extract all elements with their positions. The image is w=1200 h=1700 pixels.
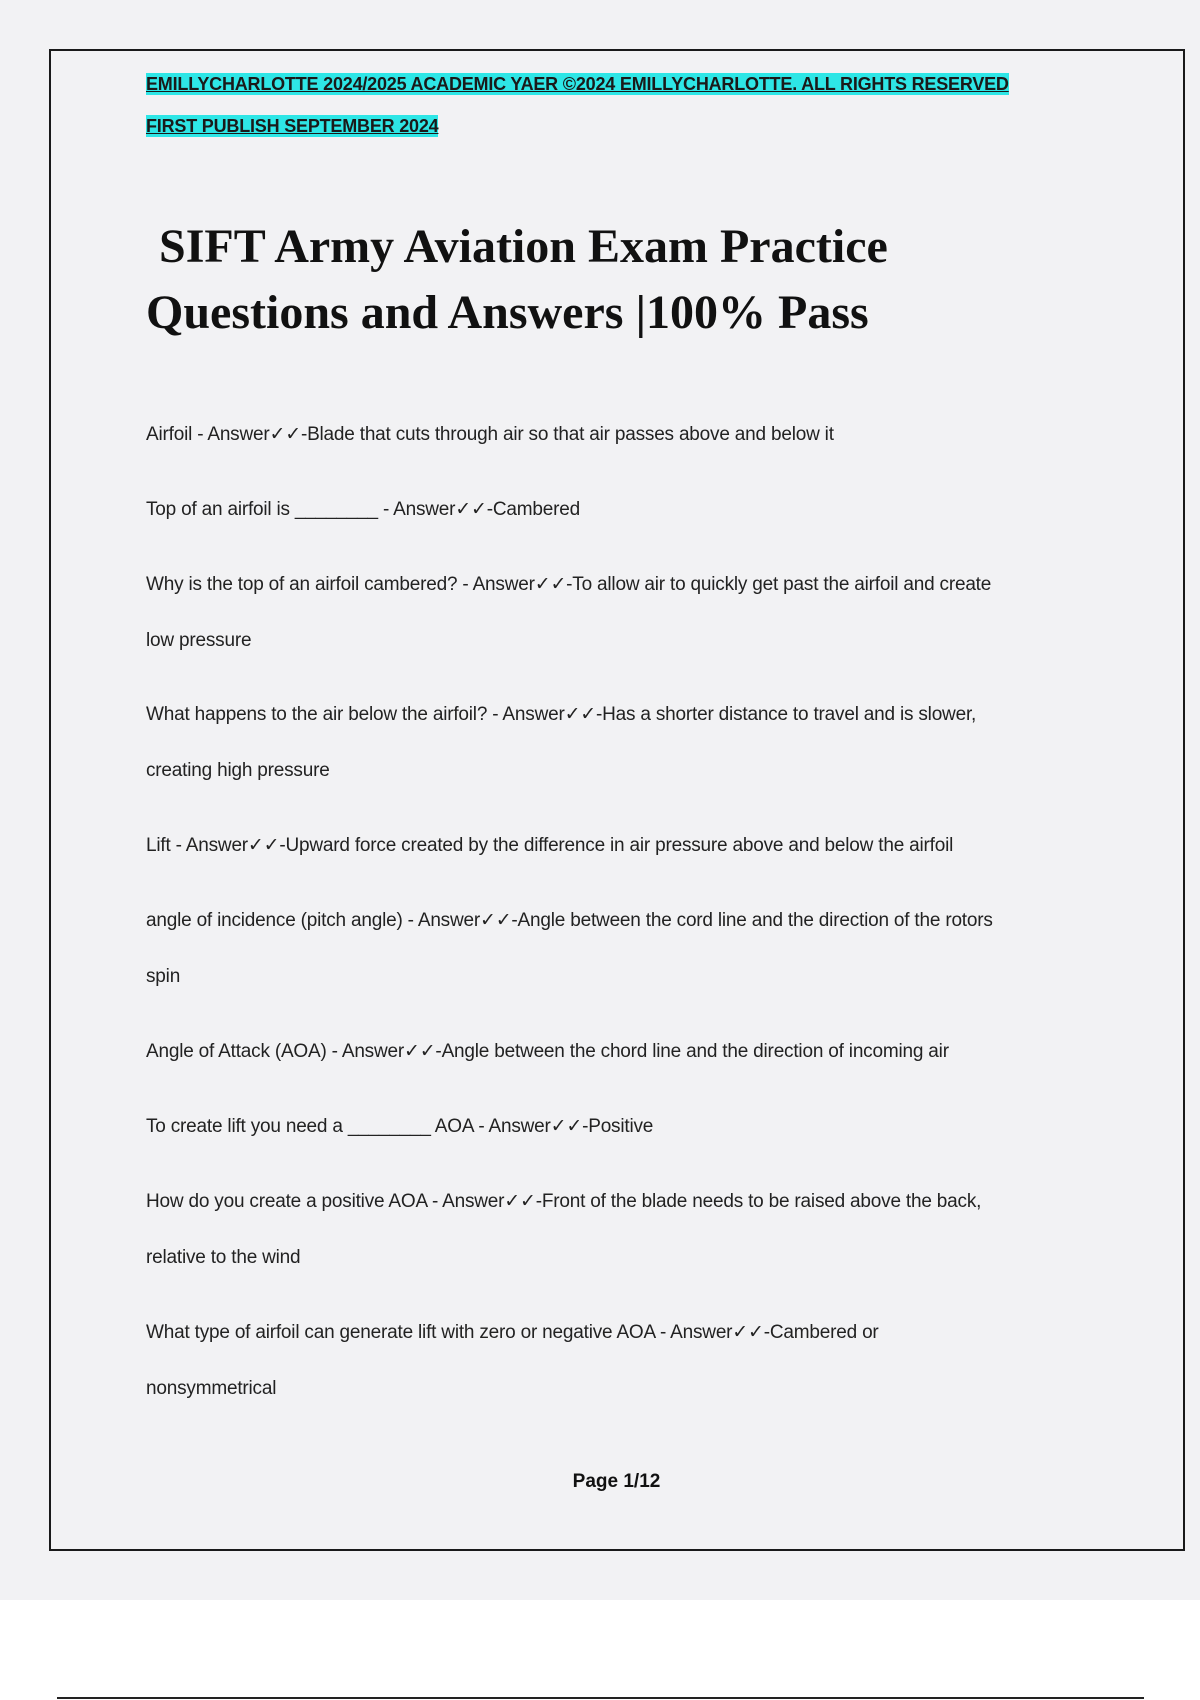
qa-line-continued: low pressure xyxy=(146,630,252,651)
copyright-header-text: EMILLYCHARLOTTE 2024/2025 ACADEMIC YAER ©2024 EMILLYCHARLOTTE. ALL RIGHTS RESERVED xyxy=(146,74,1009,94)
qa-line-continued: nonsymmetrical xyxy=(146,1378,277,1399)
qa-item-lift xyxy=(146,818,1096,874)
qa-item-top-of-airfoil xyxy=(146,482,1096,538)
qa-line: Top of an airfoil is ________ - Answer✓✓-Cambered xyxy=(146,499,580,520)
publish-date-header xyxy=(146,116,438,137)
qa-item-create-lift xyxy=(146,1099,1096,1155)
document-title-line-1: SIFT Army Aviation Exam Practice xyxy=(159,220,888,273)
next-page-top-border xyxy=(57,1697,1144,1699)
qa-line: Airfoil - Answer✓✓-Blade that cuts through air so that air passes above and below it xyxy=(146,424,834,445)
qa-line: How do you create a positive AOA - Answer✓✓-Front of the blade needs to be raised above the back, xyxy=(146,1191,982,1212)
qa-line: What happens to the air below the airfoil? - Answer✓✓-Has a shorter distance to travel and is slower, xyxy=(146,704,977,725)
qa-item-why-cambered xyxy=(146,557,1096,669)
document-title xyxy=(146,214,1046,346)
qa-item-airfoil xyxy=(146,407,1096,463)
qa-line: Why is the top of an airfoil cambered? - Answer✓✓-To allow air to quickly get past the airfoil and create xyxy=(146,574,992,595)
qa-line: What type of airfoil can generate lift with zero or negative AOA - Answer✓✓-Cambered or xyxy=(146,1322,879,1343)
qa-line-continued: spin xyxy=(146,966,181,987)
qa-item-angle-of-attack xyxy=(146,1024,1096,1080)
qa-item-airfoil-type xyxy=(146,1305,1096,1417)
qa-line-continued: creating high pressure xyxy=(146,760,330,781)
qa-line: Angle of Attack (AOA) - Answer✓✓-Angle between the chord line and the direction of incoming air xyxy=(146,1041,949,1062)
copyright-header xyxy=(146,74,1009,95)
qa-line: angle of incidence (pitch angle) - Answer✓✓-Angle between the cord line and the direction of the rotors xyxy=(146,910,993,931)
qa-item-angle-of-incidence xyxy=(146,893,1096,1005)
page-number: Page 1/12 xyxy=(572,1471,661,1492)
document-title-line-2: Questions and Answers |100% Pass xyxy=(146,286,869,339)
qa-line-continued: relative to the wind xyxy=(146,1247,301,1268)
qa-item-air-below-airfoil xyxy=(146,687,1096,799)
publish-date-header-text: FIRST PUBLISH SEPTEMBER 2024 xyxy=(146,116,439,136)
qa-item-positive-aoa xyxy=(146,1174,1096,1286)
qa-line: Lift - Answer✓✓-Upward force created by the difference in air pressure above and below the airfoil xyxy=(146,835,954,856)
qa-line: To create lift you need a ________ AOA - Answer✓✓-Positive xyxy=(146,1116,654,1137)
